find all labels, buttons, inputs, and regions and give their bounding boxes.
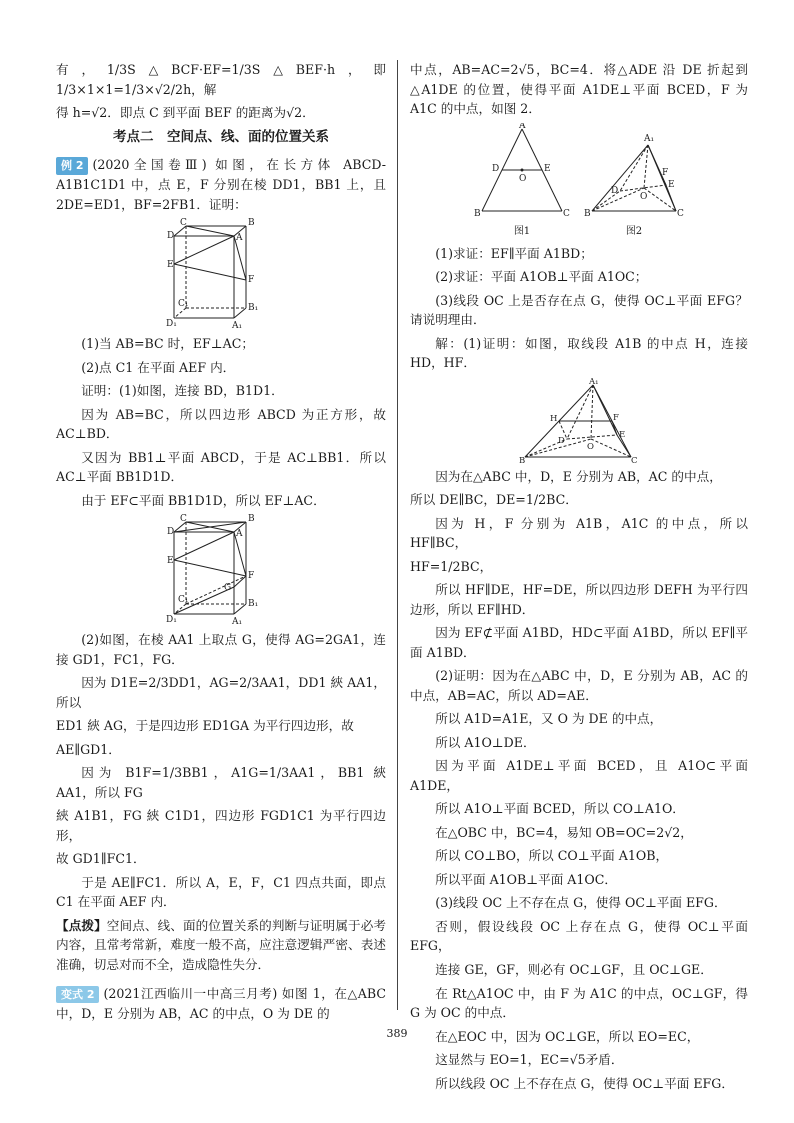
svg-text:A₁: A₁ [232,321,243,331]
proof-line-7: ED1 綊 AG，于是四边形 ED1GA 为平行四边形，故 [56,718,354,734]
svg-text:C: C [180,218,187,229]
svg-text:A: A [236,233,243,244]
proof-line-9: 因为 B1F=1/3BB1，A1G=1/3AA1，BB1 綊 AA1，所以 FG [56,765,386,800]
tip-label: 【点拨】 [56,917,107,933]
svg-text:B: B [248,218,255,229]
svg-text:B: B [474,208,481,219]
svg-text:B₁: B₁ [248,599,259,610]
svg-text:D₁: D₁ [166,615,177,626]
svg-text:C: C [631,455,638,463]
svg-text:C: C [563,208,570,219]
svg-text:C: C [180,514,187,525]
cuboid-figure-1 [166,218,276,330]
right-line-25: 这显然与 EO=1，EC=√5矛盾． [435,1052,624,1068]
svg-text:F: F [662,167,669,178]
right-line-24: 在△EOC 中，因为 OC⊥GE，所以 EO=EC， [435,1028,700,1044]
svg-text:A₁: A₁ [644,133,655,144]
proof-line-2: 因为 AB=BC，所以四边形 ABCD 为正方形，故 AC⊥BD． [56,406,386,442]
right-column [410,60,748,1097]
triangle-figure-1 [474,123,570,219]
example-badge: 例 2 [56,157,88,174]
right-line-16: 所以 A1O⊥平面 BCED，所以 CO⊥A1O． [435,801,685,817]
svg-text:O: O [640,191,648,202]
svg-text:E: E [167,260,174,271]
svg-text:B: B [584,208,591,219]
page-number: 389 [386,1027,408,1040]
column-divider [397,60,398,1010]
intro-line-2: 得 h=√2．即点 C 到平面 BEF 的距离为√2． [56,105,315,121]
svg-text:B: B [519,455,526,463]
svg-text:B₁: B₁ [248,303,259,314]
svg-text:C₁: C₁ [178,595,189,606]
svg-text:O: O [519,173,527,184]
right-line-20: (3)线段 OC 上不存在点 G，使得 OC⊥平面 EFG． [435,895,727,911]
tip-text: 空间点、线、面的位置关系的判断与证明属于必考内容，且常考常新，难度一般不高，应注意逻辑严密、表述准确，切忌对而不全，造成隐性失分． [56,917,387,972]
proof-line-1: 证明：(1)如图，连接 BD，B1D1． [81,383,284,399]
example-text: (2020全国卷Ⅲ) 如图，在长方体 ABCD-A1B1C1D1 中，点 E，F 分别在棱 DD1，BB1 上，且 2DE=ED1，BF=2FB1．证明： [56,157,386,212]
right-line-9: HF=1/2BC， [410,558,493,574]
right-line-3: (2)求证：平面 A1OB⊥平面 A1OC； [435,269,648,285]
svg-text:A₁: A₁ [232,617,243,627]
cuboid-figure-2 [166,514,276,626]
left-column [56,60,386,1027]
svg-text:A₁: A₁ [589,376,599,387]
right-line-18: 所以 CO⊥BO，所以 CO⊥平面 A1OB， [435,848,669,864]
question-2: (2)点 C1 在平面 AEF 内． [81,359,236,375]
folded-figure-2 [584,123,684,219]
right-line-13: 所以 A1D=A1E，又 O 为 DE 的中点， [435,711,663,727]
right-line-5: 解：(1)证明：如图，取线段 A1B 的中点 H，连接 HD，HF． [410,335,748,371]
svg-text:E: E [544,163,551,174]
proof-line-3: 又因为 BB1⊥平面 ABCD，于是 AC⊥BB1．所以 AC⊥平面 BB1D1D． [56,449,386,485]
right-line-10: 所以 HF∥DE，HF=DE，所以四边形 DEFH 为平行四边形，所以 EF∥HD． [410,582,748,617]
pyramid-figure-3 [519,377,639,463]
svg-text:A: A [519,122,526,131]
svg-text:D: D [492,163,500,174]
svg-text:E: E [668,179,675,190]
fig1-caption: 图1 [513,226,531,238]
question-1: (1)当 AB=BC 时，EF⊥AC； [81,336,254,352]
svg-text:F: F [248,275,255,286]
right-line-7: 所以 DE∥BC，DE=1/2BC． [410,492,578,508]
svg-text:E: E [619,429,626,440]
right-line-11: 因为 EF⊄平面 A1BD，HD⊂平面 A1BD，所以 EF∥平面 A1BD． [410,625,748,660]
proof-line-5: (2)如图，在棱 AA1 上取点 G，使得 AG=2GA1，连接 GD1，FC1，FG． [56,632,386,667]
proof-line-12: 于是 AE∥FC1．所以 A，E，F，C1 四点共面，即点 C1 在平面 AEF 内． [56,874,386,910]
svg-text:D₁: D₁ [166,319,177,330]
right-line-26: 所以线段 OC 上不存在点 G，使得 OC⊥平面 EFG． [435,1075,734,1091]
svg-text:C: C [677,208,684,219]
fig2-caption: 图2 [625,226,643,238]
svg-text:F: F [248,571,255,582]
variant-badge: 变式 2 [56,986,99,1003]
section-title: 考点二 空间点、线、面的位置关系 [113,128,329,145]
svg-text:O: O [587,441,594,452]
right-line-12: (2)证明：因为在△ABC 中，D，E 分别为 AB，AC 的中点，AB=AC，所以 AD=AE． [410,668,748,703]
right-line-1: 中点，AB=AC=2√5，BC=4．将△ADE 沿 DE 折起到△A1DE 的位置，使得平面 A1DE⊥平面 BCED，F 为 A1C 的中点，如图 2． [410,62,748,117]
right-line-15: 因为平面 A1DE⊥平面 BCED，且 A1O⊂平面 A1DE， [410,758,748,793]
svg-text:H: H [550,413,558,424]
svg-text:D: D [167,231,175,242]
right-line-8: 因为 H，F 分别为 A1B，A1C 的中点，所以 HF∥BC， [410,515,748,551]
proof-line-11: 故 GD1∥FC1． [56,851,146,867]
proof-line-6: 因为 D1E=2/3DD1，AG=2/3AA1，DD1 綊 AA1，所以 [56,675,386,710]
svg-text:F: F [613,412,619,423]
variant-text: (2021江西临川一中高三月考) 如图 1，在△ABC 中，D，E 分别为 AB，AC 的中点，O 为 DE 的 [56,986,386,1021]
figures-1-2 [410,123,748,240]
svg-text:G: G [224,583,232,594]
proof-line-8: AE∥GD1． [56,741,121,757]
svg-text:C₁: C₁ [178,299,189,310]
right-line-23: 在 Rt△A1OC 中，由 F 为 A1C 的中点，OC⊥GF，得 G 为 OC 的中点． [410,985,748,1021]
svg-text:B: B [248,514,255,525]
svg-text:E: E [167,556,174,567]
right-line-19: 所以平面 A1OB⊥平面 A1OC． [435,871,617,887]
intro-line-1: 有，1/3S△BCF·EF=1/3S△BEF·h，即1/3×1×1=1/3×√2/2h，解 [56,62,386,97]
right-line-14: 所以 A1O⊥DE． [435,734,536,750]
svg-text:D: D [558,435,565,446]
right-line-17: 在△OBC 中，BC=4，易知 OB=OC=2√2， [435,824,693,840]
right-line-4: (3)线段 OC 上是否存在点 G，使得 OC⊥平面 EFG？请说明理由． [410,292,748,328]
right-line-22: 连接 GE，GF，则必有 OC⊥GF，且 OC⊥GE． [435,962,713,977]
svg-text:D: D [611,185,619,196]
proof-line-10: 綊 A1B1，FG 綊 C1D1，四边形 FGD1C1 为平行四边形， [56,808,386,843]
svg-text:A: A [236,529,243,540]
proof-line-4: 由于 EF⊂平面 BB1D1D，所以 EF⊥AC． [81,492,326,508]
right-line-6: 因为在△ABC 中，D，E 分别为 AB，AC 的中点， [435,468,722,484]
right-line-21: 否则，假设线段 OC 上存在点 G，使得 OC⊥平面 EFG， [410,918,748,954]
svg-text:D: D [167,527,175,538]
right-line-2: (1)求证：EF∥平面 A1BD； [435,245,593,261]
